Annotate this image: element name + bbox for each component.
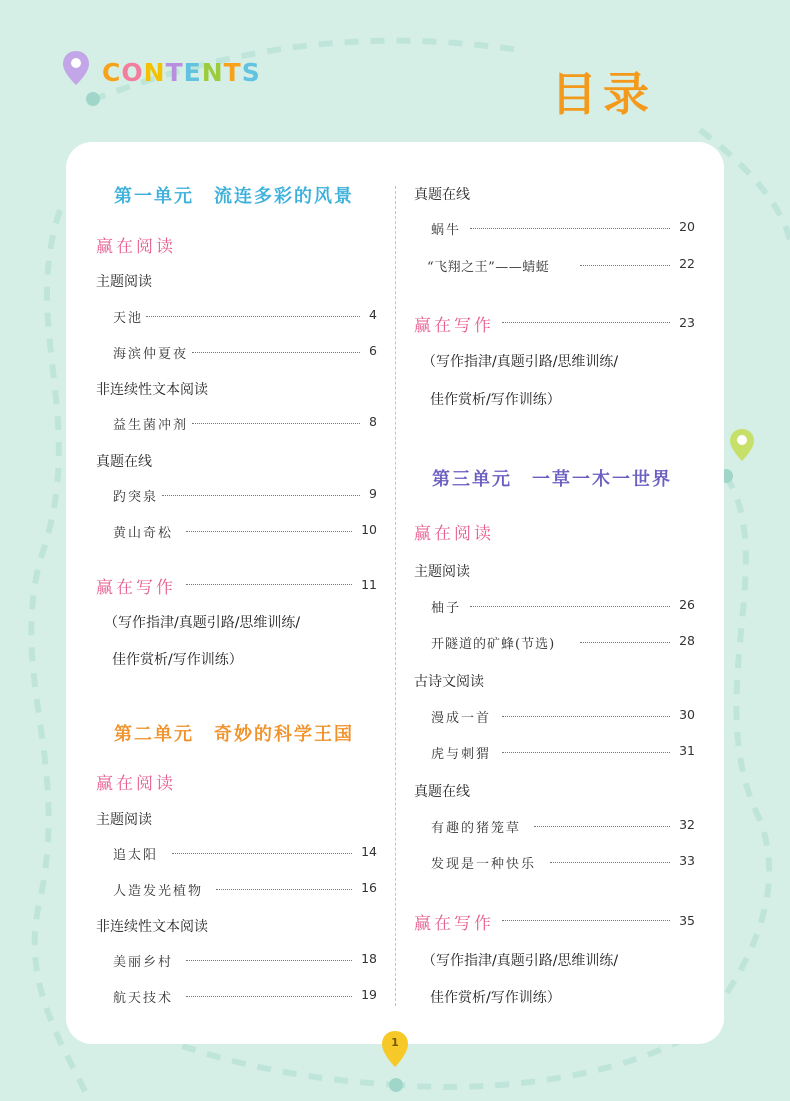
page-number: 22 (679, 256, 695, 271)
page-number: 32 (679, 817, 695, 832)
leader-dots (162, 495, 360, 496)
entry-title: 趵突泉 (113, 490, 159, 505)
entry-title: 柚子 (431, 601, 462, 616)
contents-letter: S (241, 58, 261, 87)
page-number-label: 1 (391, 1036, 399, 1049)
page-number: 33 (679, 853, 695, 868)
page-number: 4 (369, 307, 377, 322)
page-number: 11 (361, 577, 377, 592)
page-number: 16 (361, 880, 377, 895)
subsection-title: 真题在线 (414, 187, 470, 203)
leader-dots (502, 920, 670, 921)
page-number: 6 (369, 343, 377, 358)
writing-note: 佳作赏析/写作训练） (430, 990, 561, 1006)
entry-title: 航天技术 (113, 991, 174, 1006)
subsection-title: 非连续性文本阅读 (96, 382, 208, 398)
contents-letter: C (102, 58, 122, 87)
column-divider (395, 186, 396, 1006)
location-pin-icon (62, 50, 90, 86)
contents-letter: E (183, 58, 202, 87)
leader-dots (192, 423, 360, 424)
section-writing: 赢在写作 (414, 316, 494, 336)
page-number: 8 (369, 414, 377, 429)
entry-title: 开隧道的矿蜂(节选) (431, 637, 556, 652)
leader-dots (470, 606, 670, 607)
entry-title: 益生菌冲剂 (113, 418, 189, 433)
writing-note: （写作指津/真题引路/思维训练/ (104, 615, 301, 631)
leader-dots (470, 228, 670, 229)
subsection-title: 真题在线 (96, 454, 152, 470)
unit-title[interactable]: 第三单元 一草一木一世界 (432, 469, 672, 490)
subsection-title: 主题阅读 (96, 812, 152, 828)
contents-letter: N (143, 58, 166, 87)
section-writing: 赢在写作 (96, 578, 176, 598)
page-number: 18 (361, 951, 377, 966)
writing-note: （写作指津/真题引路/思维训练/ (422, 953, 619, 969)
location-pin-icon (729, 428, 755, 462)
entry-title: 黄山奇松 (113, 526, 174, 541)
subsection-title: 非连续性文本阅读 (96, 919, 208, 935)
page-title: 目录 (551, 67, 655, 121)
section-reading[interactable]: 赢在阅读 (96, 774, 176, 794)
leader-dots (146, 316, 360, 317)
entry-title: 美丽乡村 (113, 955, 174, 970)
page-number: 19 (361, 987, 377, 1002)
contents-heading (102, 58, 261, 90)
unit-title[interactable]: 第一单元 流连多彩的风景 (114, 186, 354, 207)
page-number: 23 (679, 315, 695, 330)
writing-note: （写作指津/真题引路/思维训练/ (422, 354, 619, 370)
entry-title: 天池 (113, 311, 144, 326)
leader-dots (502, 716, 670, 717)
leader-dots (186, 996, 352, 997)
section-reading[interactable]: 赢在阅读 (414, 524, 494, 544)
unit-title[interactable]: 第二单元 奇妙的科学王国 (114, 724, 354, 745)
entry-title: 虎与刺猬 (431, 747, 492, 762)
leader-dots (216, 889, 352, 890)
leader-dots (172, 853, 352, 854)
entry-title: 人造发光植物 (113, 884, 204, 899)
contents-letter: T (165, 58, 184, 87)
leader-dots (534, 826, 670, 827)
page-number: 14 (361, 844, 377, 859)
writing-note: 佳作赏析/写作训练） (430, 392, 561, 408)
leader-dots (502, 752, 670, 753)
subsection-title: 古诗文阅读 (414, 674, 484, 690)
page-number: 35 (679, 913, 695, 928)
entry-title: 漫成一首 (431, 711, 492, 726)
page-number: 20 (679, 219, 695, 234)
entry-title: “飞翔之王”——蜻蜓 (427, 260, 550, 275)
leader-dots (580, 642, 670, 643)
writing-note: 佳作赏析/写作训练） (112, 652, 243, 668)
leader-dots (186, 584, 352, 585)
page-number: 10 (361, 522, 377, 537)
leader-dots (192, 352, 360, 353)
section-reading[interactable]: 赢在阅读 (96, 237, 176, 257)
subsection-title: 真题在线 (414, 784, 470, 800)
entry-title: 蜗牛 (431, 223, 462, 238)
contents-letter: O (121, 58, 144, 87)
page-number: 28 (679, 633, 695, 648)
entry-title: 发现是一种快乐 (431, 857, 537, 872)
page-number: 30 (679, 707, 695, 722)
entry-title: 有趣的猪笼草 (431, 821, 522, 836)
subsection-title: 主题阅读 (96, 274, 152, 290)
section-writing: 赢在写作 (414, 914, 494, 934)
leader-dots (186, 531, 352, 532)
leader-dots (502, 322, 670, 323)
page-number: 26 (679, 597, 695, 612)
entry-title: 追太阳 (113, 848, 159, 863)
leader-dots (186, 960, 352, 961)
leader-dots (580, 265, 670, 266)
subsection-title: 主题阅读 (414, 564, 470, 580)
contents-letter: T (223, 58, 242, 87)
contents-letter: N (201, 58, 224, 87)
page-number: 31 (679, 743, 695, 758)
page-number: 9 (369, 486, 377, 501)
entry-title: 海滨仲夏夜 (113, 347, 189, 362)
leader-dots (550, 862, 670, 863)
